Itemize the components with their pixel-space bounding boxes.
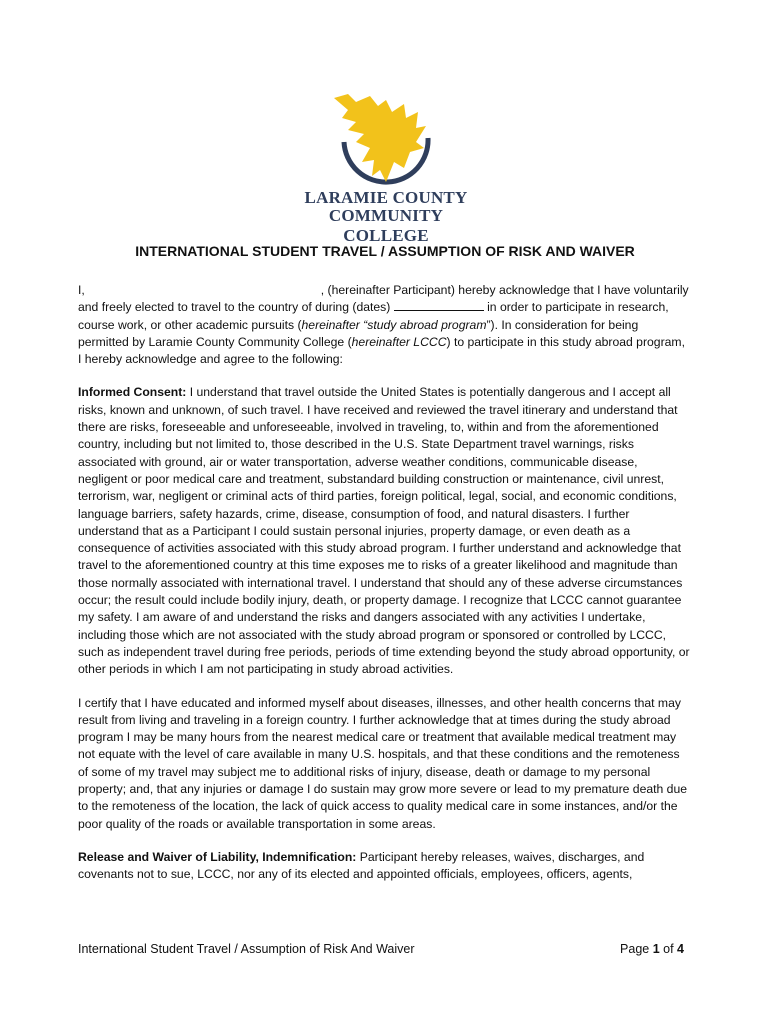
intro-italic-2: hereinafter LCCC (351, 334, 447, 349)
intro-part-2: in order to participate in research, course work, or other academic pursuits ( (78, 300, 669, 332)
dates-blank[interactable] (394, 299, 484, 311)
document-title: INTERNATIONAL STUDENT TRAVEL / ASSUMPTION OF RISK AND WAIVER (135, 243, 635, 259)
intro-italic-1: hereinafter “study abroad program (301, 317, 487, 332)
logo-line-1: LARAMIE COUNTY (304, 188, 468, 207)
footer-title: International Student Travel / Assumption of Risk And Waiver (78, 942, 415, 956)
eagle-emblem-icon (286, 90, 486, 190)
informed-consent-heading: Informed Consent: (78, 385, 187, 400)
page-current: 1 (652, 942, 660, 956)
release-text: Participant hereby releases, waives, discharges, and covenants not to sue, LCCC, nor any of its elected and appointed officials, employees, officers, agents, (78, 849, 645, 882)
eagle-shape (334, 94, 426, 182)
release-heading: Release and Waiver of Liability, Indemnification: (78, 849, 357, 864)
intro-part-3: ”). In consideration for being permitted by Laramie County Community College ( (78, 317, 639, 349)
document-body (78, 282, 690, 900)
page-label: Page (620, 942, 653, 956)
intro-lead: I, (78, 283, 85, 297)
certify-paragraph: I certify that I have educated and informed myself about diseases, illnesses, and other health concerns that may result from living and traveling in a foreign country. I further acknowledge that at times during the study abroad program I may be many hours from the nearest medical care or treatment that available medical treatment may not equate with the level of care available in many U.S. hospitals, and that these conditions and the remoteness of some of my travel may subject me to additional risks of injury, disease, death or damage to my personal property; and, that any injuries or damage I do sustain may grow more severe or lead to my premature death due to the remoteness of the location, the lack of quick access to quality medical care in some instances, and/or the poor quality of the roads or available transportation in some areas. (78, 695, 688, 831)
page-number (620, 942, 684, 956)
page-footer (78, 942, 684, 956)
intro-paragraph (78, 282, 690, 368)
page-total: 4 (677, 942, 684, 956)
informed-consent-paragraph (78, 384, 690, 678)
intro-part-1: , (hereinafter Participant) hereby acknowledge that I have voluntarily and freely elected to travel to the country of during (dates) (78, 283, 689, 315)
release-paragraph (78, 849, 690, 884)
page-of: of (659, 942, 678, 956)
logo-line-2: COMMUNITY COLLEGE (328, 206, 444, 245)
college-logo (286, 90, 486, 245)
informed-consent-text: I understand that travel outside the United States is potentially dangerous and I accept all risks, known and unknown, of such travel. I have received and reviewed the travel itinerary and understand that there are risks, foreseeable and unforeseeable, involved in traveling, to, within and from the aforementioned country, including but not limited to, those described in the U.S. State Department travel warnings, risks associated with ground, air or water transportation, adverse weather conditions, communicable disease, negligent or poor medical care and treatment, substandard building construction or maintenance, civil unrest, terrorism, war, negligent or criminal acts of third parties, foreign political, legal, social, and economic conditions, language barriers, safety hazards, crime, disease, consumption of food, and natural disasters. I further understand that as a Participant I could sustain personal injuries, property damage, or even death as a consequence of activities associated with this study abroad program. I further understand and acknowledge that travel to the aforementioned country at this time exposes me to risks of a greater likelihood and magnitude than those normally associated with international travel. I understand that should any of these adverse circumstances occur; the result could include bodily injury, death, or property damage. I recognize that LCCC cannot guarantee my safety. I am aware of and understand the risks and dangers associated with any activities I undertake, including those which are not associated with the study abroad program or sponsored or controlled by LCCC, such as independent travel during free periods, periods of time extending beyond the study abroad opportunity, or other periods in which I am not participating in study abroad activities. (78, 385, 690, 677)
intro-part-4: ) to participate in this study abroad program, I hereby acknowledge and agree to the following: (78, 334, 685, 367)
